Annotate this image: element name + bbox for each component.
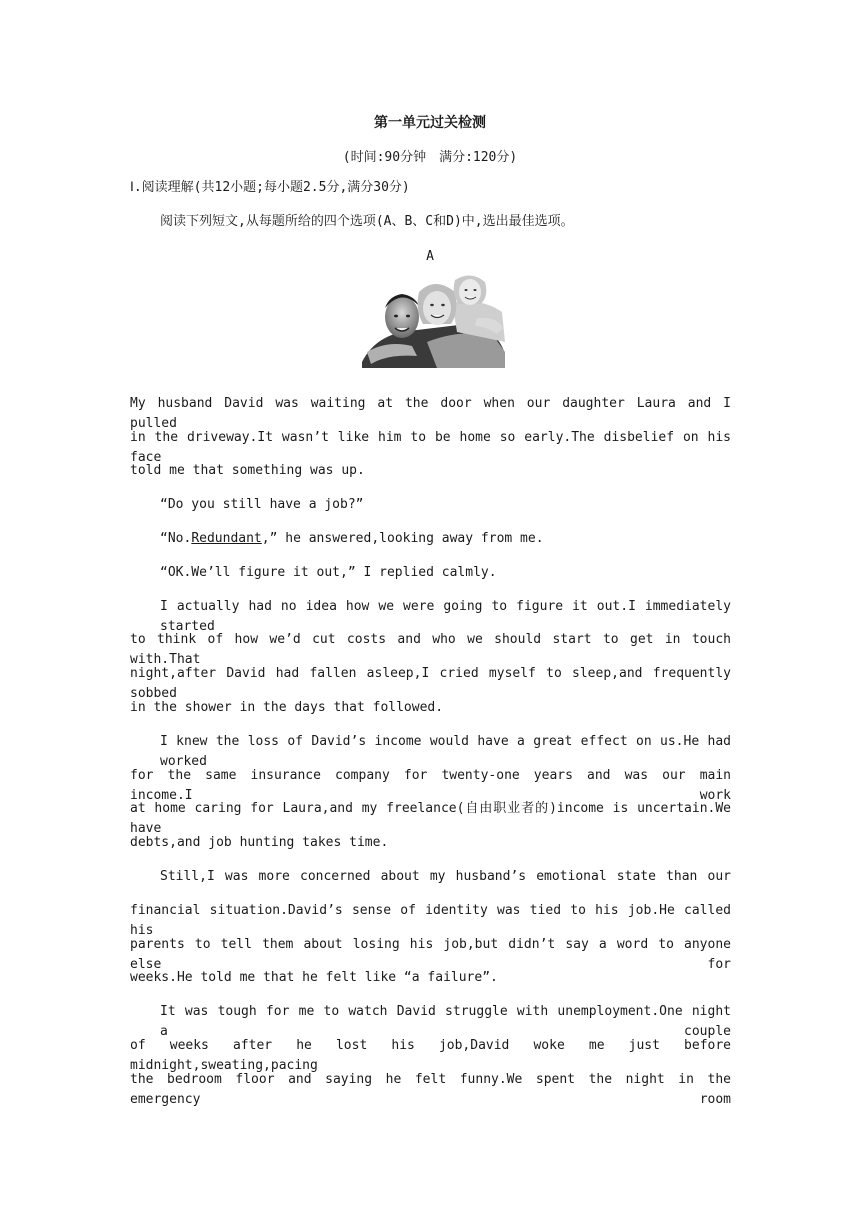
dialogue-line: “Do you still have a job?” [160, 497, 364, 512]
page-subtitle: (时间:90分钟 满分:120分) [342, 150, 518, 165]
family-photo [357, 272, 507, 368]
section-heading: Ⅰ.阅读理解(共12小题;每小题2.5分,满分30分) [130, 180, 410, 195]
text-line: told me that something was up. [130, 463, 365, 478]
page-title: 第一单元过关检测 [374, 115, 486, 131]
text-line: in the shower in the days that followed. [130, 700, 444, 715]
text-line: at home caring for Laura,and my freelance(自由职业者的)income is uncertain.We have [130, 801, 731, 836]
text-line: Still,I was more concerned about my husband’s emotional state than our [160, 869, 731, 884]
text-line: for the same insurance company for twenty-one years and was our main income.I work [130, 768, 731, 803]
text-line: It was tough for me to watch David struggle with unemployment.One night a couple [160, 1004, 731, 1039]
text-line: night,after David had fallen asleep,I cried myself to sleep,and frequently sobbed [130, 666, 731, 701]
text-line: parents to tell them about losing his job,but didn’t say a word to anyone else for [130, 937, 731, 972]
text-line: the bedroom floor and saying he felt funny.We spent the night in the emergency room [130, 1072, 731, 1107]
dialogue-text: “No. [160, 531, 192, 546]
text-line: of weeks after he lost his job,David woke me just before midnight,sweating,pacing [130, 1038, 731, 1073]
dialogue-line: “OK.We’ll figure it out,” I replied calmly. [160, 565, 497, 580]
text-line: I actually had no idea how we were going to figure it out.I immediately started [160, 599, 731, 634]
text-line: financial situation.David’s sense of identity was tied to his job.He called his [130, 903, 731, 938]
underlined-word: Redundant [191, 531, 262, 546]
text-line: to think of how we’d cut costs and who we should start to get in touch with.That [130, 632, 731, 667]
section-instruction: 阅读下列短文,从每题所给的四个选项(A、B、C和D)中,选出最佳选项。 [160, 214, 574, 229]
text-line: My husband David was waiting at the door when our daughter Laura and I pulled [130, 396, 731, 431]
passage-label: A [426, 249, 434, 264]
text-line: in the driveway.It wasn’t like him to be home so early.The disbelief on his face [130, 430, 731, 465]
text-line: I knew the loss of David’s income would have a great effect on us.He had worked [160, 734, 731, 769]
text-line: weeks.He told me that he felt like “a failure”. [130, 970, 498, 985]
dialogue-text: ,” he answered,looking away from me. [261, 531, 544, 546]
dialogue-line [160, 529, 761, 549]
text-line: debts,and job hunting takes time. [130, 835, 389, 850]
